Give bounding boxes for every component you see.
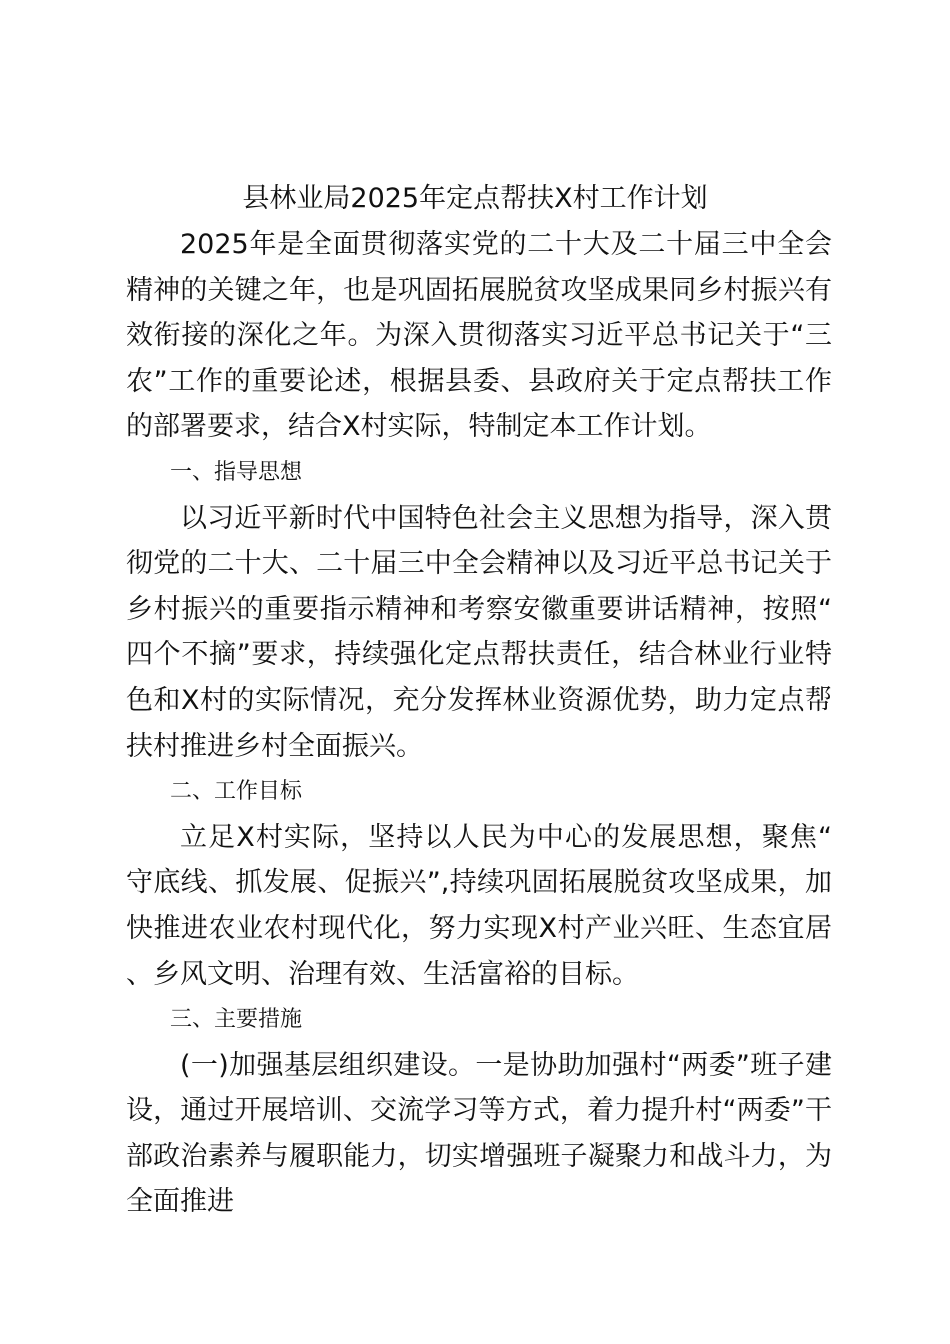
section-heading-work-goals: 二、工作目标	[170, 779, 303, 805]
section-heading-guiding-thought: 一、指导思想	[170, 459, 303, 485]
document-title: 县林业局2025年定点帮扶X村工作计划	[242, 183, 708, 214]
intro-paragraph: 2025年是全面贯彻落实党的二十大及二十届三中全会精神的关键之年，也是巩固拓展脱贫攻坚成果同乡村振兴有效衔接的深化之年。为深入贯彻落实习近平总书记关于“三农”工作的重要论述，根据县委、县政府关于定点帮扶工作的部署要求，结合X村实际，特制定本工作计划。	[126, 229, 832, 443]
section-paragraph-guiding-thought: 以习近平新时代中国特色社会主义思想为指导，深入贯彻党的二十大、二十届三中全会精神以及习近平总书记关于乡村振兴的重要指示精神和考察安徽重要讲话精神，按照“四个不摘”要求，持续强化定点帮扶责任，结合林业行业特色和X村的实际情况，充分发挥林业资源优势，助力定点帮扶村推进乡村全面振兴。	[126, 502, 832, 762]
section-paragraph-work-goals: 立足X村实际，坚持以人民为中心的发展思想，聚焦“守底线、抓发展、促振兴”,持续巩固拓展脱贫攻坚成果，加快推进农业农村现代化，努力实现X村产业兴旺、生态宜居、乡风文明、治理有效、生活富裕的目标。	[126, 821, 832, 990]
section-paragraph-main-measures: (一)加强基层组织建设。一是协助加强村“两委”班子建设，通过开展培训、交流学习等方式，着力提升村“两委”干部政治素养与履职能力，切实增强班子凝聚力和战斗力，为全面推进	[126, 1049, 832, 1218]
section-heading-main-measures: 三、主要措施	[170, 1007, 303, 1033]
document-body	[126, 222, 832, 1225]
